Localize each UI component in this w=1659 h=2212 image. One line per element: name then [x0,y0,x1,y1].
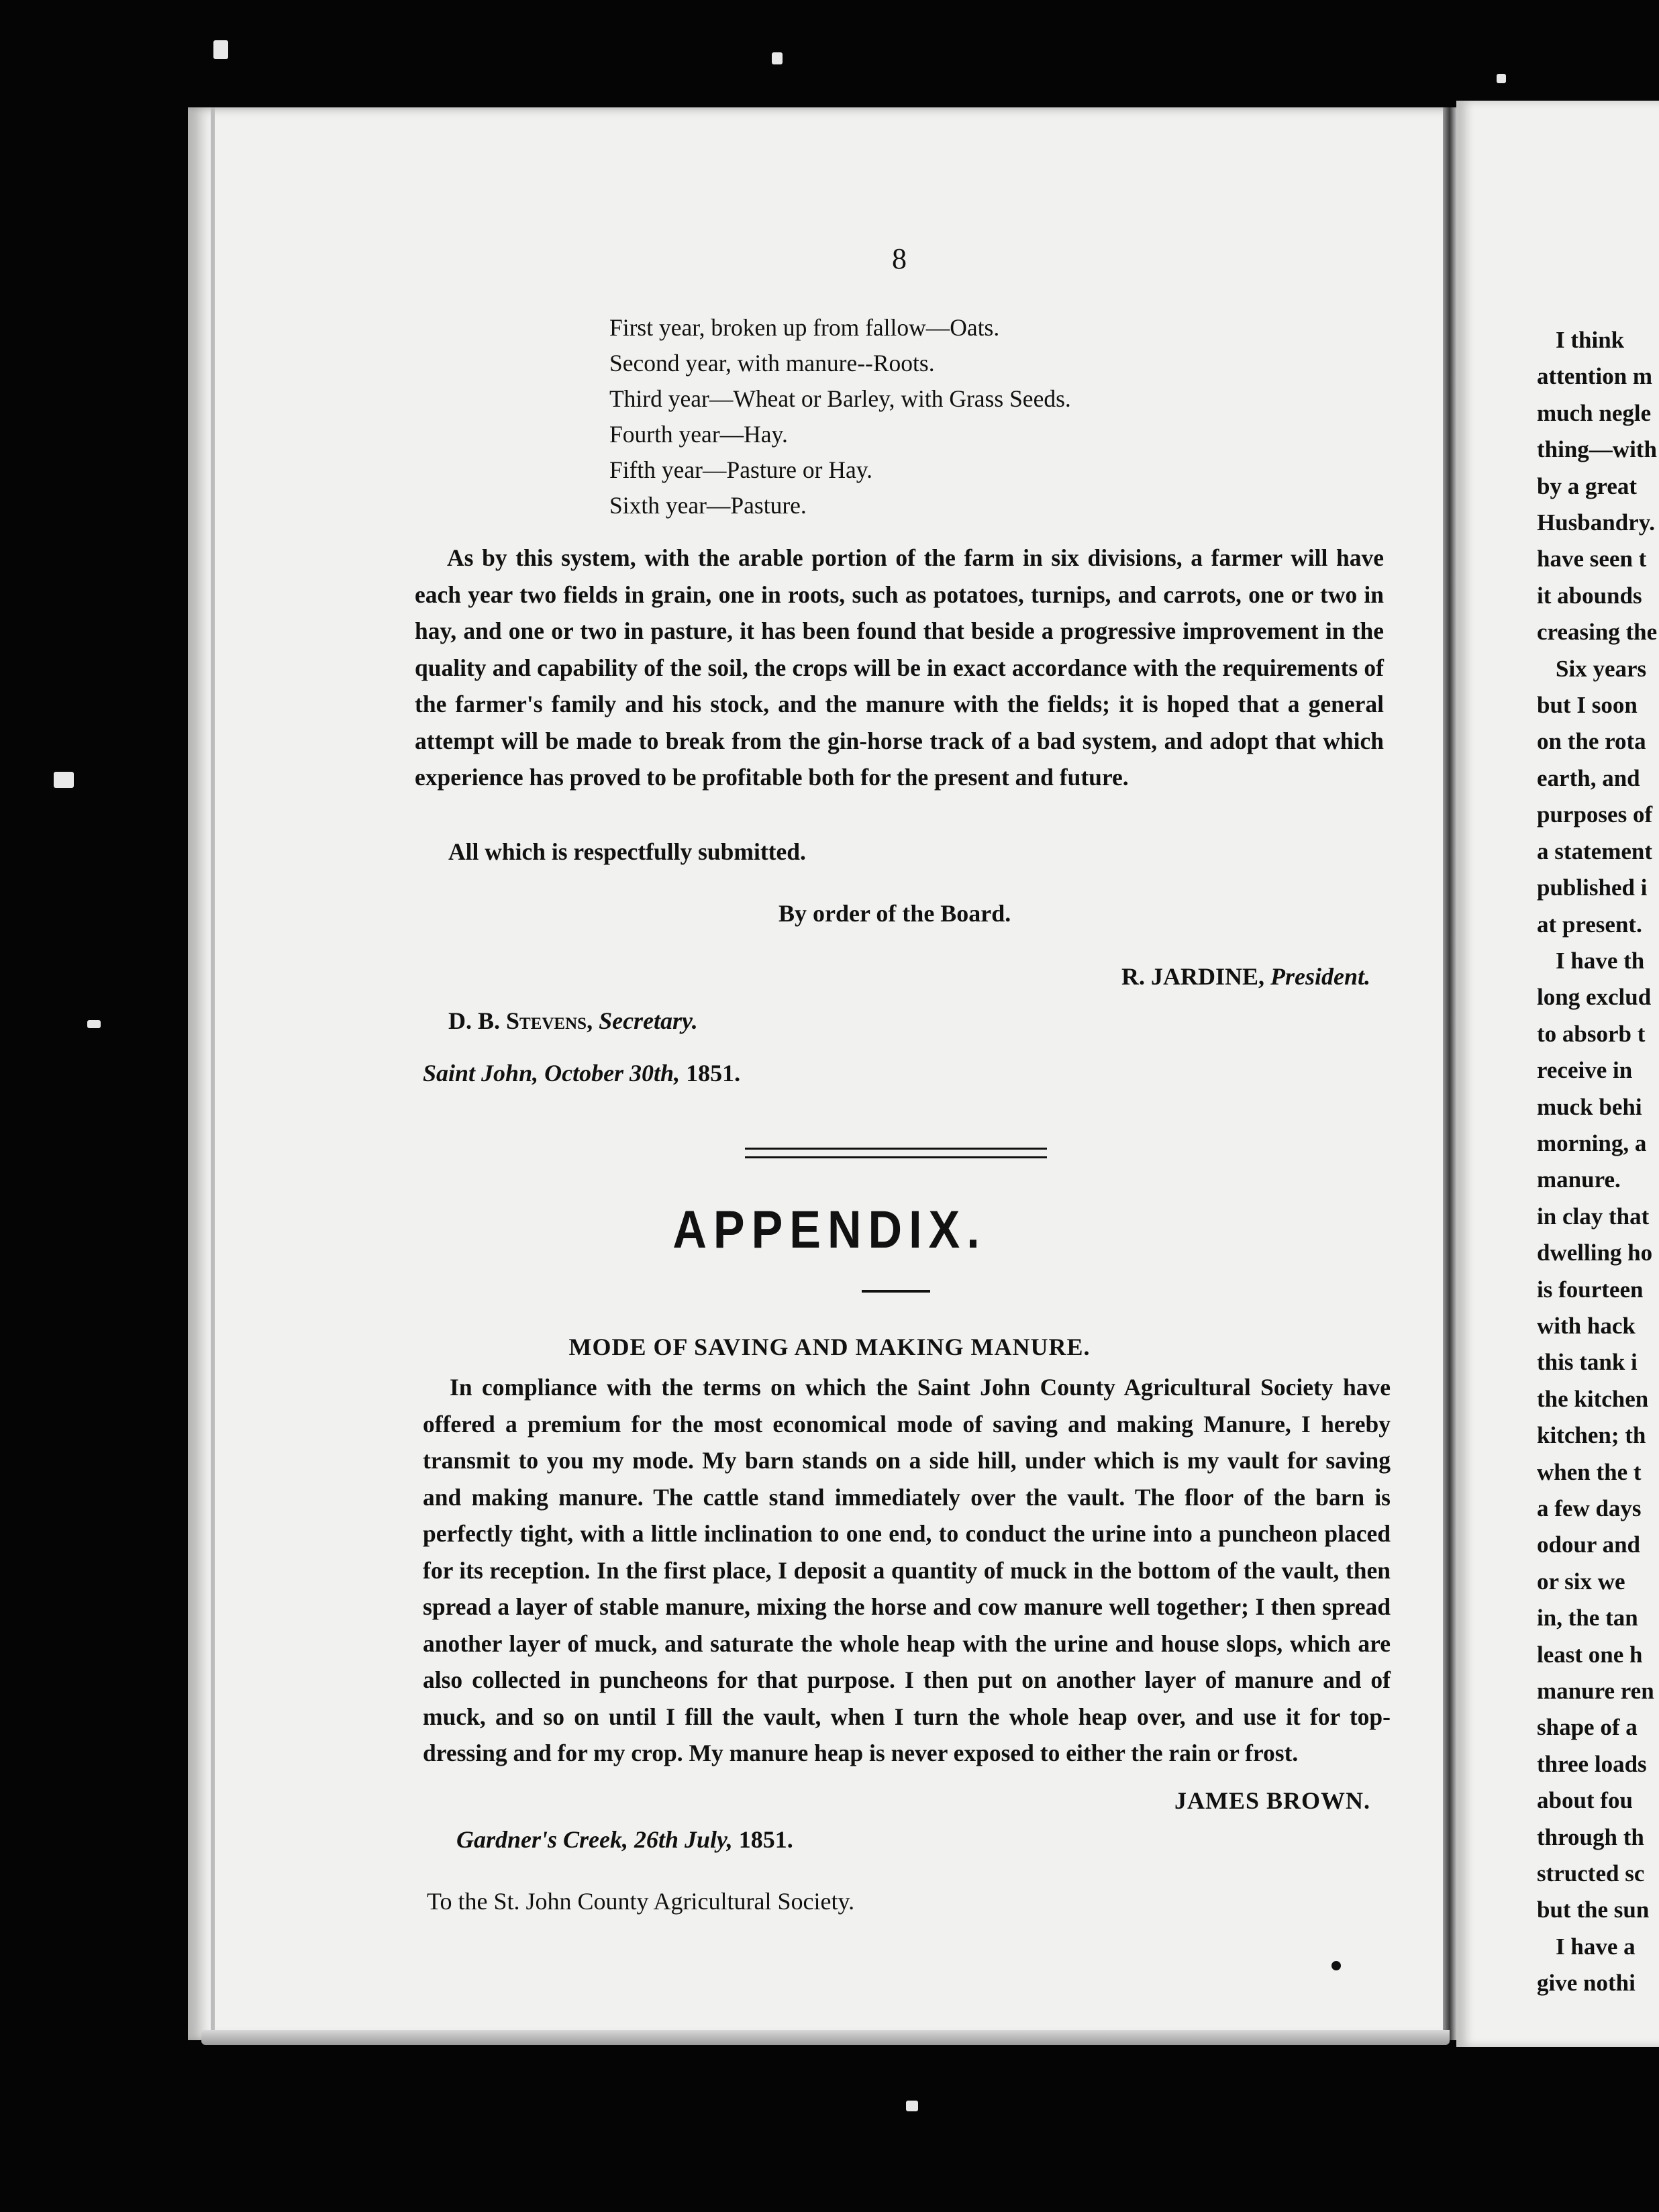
rotation-item: Third year—Wheat or Barley, with Grass Seeds. [609,385,1071,412]
secretary-title: Secretary. [599,1007,698,1034]
appendix-heading: MODE OF SAVING AND MAKING MANURE. [568,1334,1091,1360]
appendix-date [456,1825,793,1854]
right-line: dwelling ho [1537,1240,1653,1266]
by-order-line: By order of the Board. [778,900,1011,927]
right-line: shape of a [1537,1714,1638,1741]
author-signature: JAMES BROWN. [1174,1787,1370,1814]
page-number: 8 [892,242,907,275]
right-line: when the t [1537,1458,1642,1485]
report-closing: All which is respectfully submitted. [448,838,806,865]
title-underline [862,1290,930,1293]
right-line: by a great [1537,472,1638,499]
right-line: this tank i [1537,1349,1638,1376]
right-line: about fou [1537,1787,1633,1814]
appendix-date-place: Gardner's Creek, 26th July, [456,1826,733,1853]
right-line: I have a [1556,1933,1636,1960]
right-line: much negle [1537,399,1652,426]
page-bottom-edge [201,2030,1450,2045]
right-line: a statement [1537,838,1653,864]
right-line: muck behi [1537,1093,1642,1120]
right-line: purposes of [1537,801,1653,828]
right-line: but I soon [1537,692,1638,719]
right-line: kitchen; th [1537,1422,1646,1449]
report-date [423,1059,740,1087]
rotation-item: Sixth year—Pasture. [609,492,807,519]
appendix-paragraph: In compliance with the terms on which the Saint John County Agricultural Society have offered a premium for the most economical mode of saving and making Manure, I hereby transmit to you my mode. My barn stands on a side hill, under which is my vault for saving and making manure. The cattle stand immediately over the vault. The floor of the barn is perfectly tight, with a little inclination to one end, to conduct the urine into a puncheon placed for its reception. In the first place, I deposit a quantity of muck in the bottom of the vault, then spread a layer of stable manure, mixing the horse and cow manure well together; I then spread another layer of muck, and saturate the whole heap with the urine and house slops, which are also collected in puncheons for that purpose. I then put on another layer of manure and of muck, and so on until I fill the vault, when I turn the whole heap over, and use it for top-dressing and for my crop. My manure heap is never exposed to either the rain or frost. [423,1374,1391,1766]
right-line: a few days [1537,1495,1642,1521]
scan-speck [54,772,74,788]
president-name: R. JARDINE, [1121,963,1264,990]
right-line: published i [1537,874,1648,901]
book-gutter [1443,107,1456,2040]
right-line: thing—with [1537,436,1657,463]
ink-dot [1331,1961,1341,1970]
right-line: long exclud [1537,984,1652,1011]
report-date-place: Saint John, October 30th, [423,1060,681,1087]
right-line: receive in [1537,1057,1633,1084]
scan-speck [1497,74,1506,83]
right-page-text [1537,322,1657,2002]
right-line: or six we [1537,1568,1625,1595]
right-line: manure ren [1537,1678,1654,1705]
right-line: earth, and [1537,764,1640,791]
right-line: three loads [1537,1750,1647,1777]
rotation-item: Second year, with manure--Roots. [609,350,935,376]
scan-speck [87,1020,101,1028]
rotation-item: Fourth year—Hay. [609,421,788,448]
president-signature [1121,962,1370,991]
right-line: creasing the [1537,619,1658,646]
right-line: manure. [1537,1166,1621,1193]
right-line: I think [1556,327,1625,353]
right-line: through th [1537,1823,1644,1850]
section-divider [745,1148,1047,1158]
rotation-item: Fifth year—Pasture or Hay. [609,456,873,483]
right-line: least one h [1537,1641,1643,1668]
right-line: but the sun [1537,1897,1650,1923]
right-line: is fourteen [1537,1276,1644,1303]
right-line: have seen t [1537,546,1647,572]
scan-speck [772,52,783,64]
report-paragraph: As by this system, with the arable portion of the farm in six divisions, a farmer will have each year two fields in grain, one in roots, such as potatoes, turnips, and carrots, one or two in hay, and one or two in pasture, it has been found that beside a progressive improvement in the quality and capability of the soil, the crops will be in exact accordance with the requirements of the farmer's family and his stock, and the manure with the fields; it is hoped that a general attempt will be made to break from the gin-horse track of a bad system, and adopt that which experience has proved to be profitable both for the present and future. [415,544,1384,791]
right-line: it abounds [1537,582,1642,609]
appendix-title: APPENDIX. [672,1200,987,1259]
right-line: at present. [1537,911,1642,938]
right-line: with hack [1537,1312,1636,1339]
right-line: on the rota [1537,728,1646,755]
right-line: to absorb t [1537,1020,1646,1047]
right-line: odour and [1537,1531,1641,1558]
appendix-date-year: 1851. [738,1826,793,1853]
scan-speck [906,2101,918,2111]
president-title: President. [1270,963,1370,990]
right-line: give nothi [1537,1970,1636,1997]
right-line: the kitchen [1537,1385,1649,1412]
scan-speck [213,40,228,59]
report-date-year: 1851. [686,1060,741,1087]
right-line: structed sc [1537,1860,1645,1887]
right-line: Husbandry. [1537,509,1656,536]
right-line: morning, a [1537,1129,1647,1156]
secretary-name: D. B. Stevens, [448,1007,593,1034]
right-line: I have th [1556,947,1645,974]
right-line: in, the tan [1537,1605,1638,1631]
right-line: attention m [1537,363,1653,390]
rotation-item: First year, broken up from fallow—Oats. [609,314,1000,341]
right-line: in clay that [1537,1203,1650,1229]
right-line: Six years [1556,655,1647,682]
crop-rotation-list [609,310,1071,523]
appendix-address: To the St. John County Agricultural Society. [427,1888,855,1915]
secretary-signature [448,1007,698,1035]
